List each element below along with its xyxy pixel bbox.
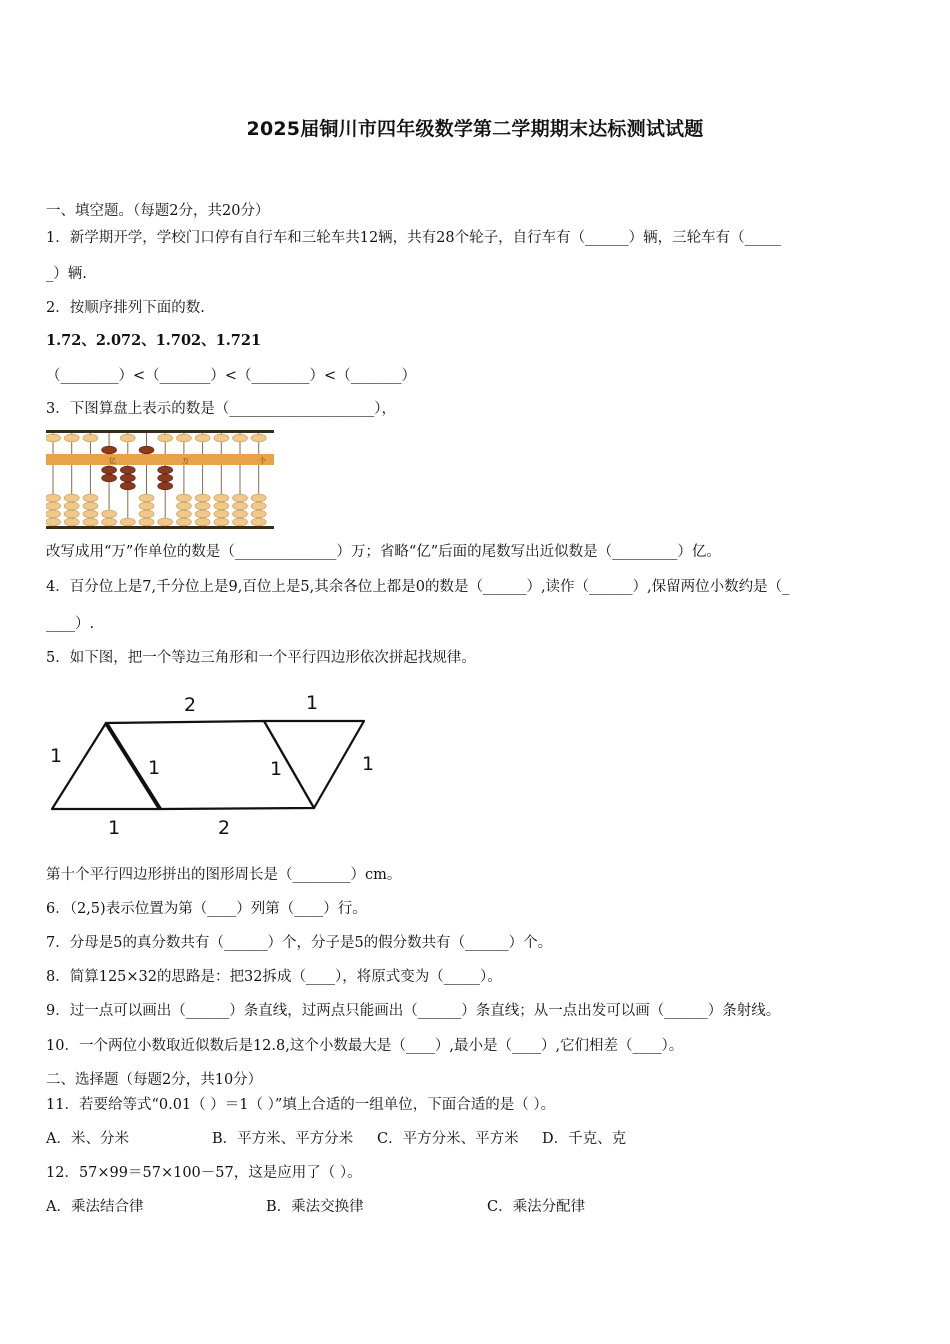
abacus-beam (46, 454, 274, 465)
abacus-lower-bead (195, 518, 210, 526)
label-top-left: 2 (184, 694, 197, 716)
abacus-lower-bead (83, 518, 98, 526)
abacus-lower-bead (120, 482, 135, 490)
abacus-upper-bead (176, 434, 191, 442)
abacus-lower-bead (64, 510, 79, 518)
abacus-lower-bead (139, 518, 154, 526)
abacus-upper-bead (158, 434, 173, 442)
q11-option-c: C．平方分米、平方米 (377, 1131, 519, 1147)
abacus-lower-bead (214, 510, 229, 518)
label-left-side: 1 (50, 745, 63, 767)
abacus-upper-bead (120, 434, 135, 442)
abacus-lower-bead (214, 494, 229, 502)
page-title: 2025届铜川市四年级数学第二学期期末达标测试试题 (246, 118, 704, 140)
abacus-lower-bead (176, 510, 191, 518)
q2-text: 2．按顺序排列下面的数. (46, 300, 205, 316)
label-diag1: 1 (148, 757, 161, 779)
abacus-lower-bead (83, 502, 98, 510)
abacus-lower-bead (214, 518, 229, 526)
label-bottom-right: 2 (218, 817, 231, 839)
abacus-bottom-frame (46, 526, 274, 529)
abacus-lower-bead (102, 510, 117, 518)
q9: 9．过一点可以画出（______）条直线，过两点只能画出（______）条直线；从一点出发可以画（______）条射线。 (46, 1003, 781, 1019)
q11-option-a: A．米、分米 (46, 1131, 129, 1147)
section1-heading: 一、填空题。（每题2分，共20分） (46, 203, 270, 219)
abacus-lower-bead (158, 518, 173, 526)
abacus-lower-bead (214, 502, 229, 510)
q11-option-d: D．千克、克 (542, 1131, 627, 1147)
abacus-lower-bead (195, 502, 210, 510)
abacus-image (46, 430, 276, 530)
abacus-upper-bead (233, 434, 248, 442)
abacus-lower-bead (120, 474, 135, 482)
label-right-side: 1 (362, 753, 375, 775)
abacus-lower-bead (176, 502, 191, 510)
abacus-lower-bead (176, 494, 191, 502)
q3-followup: 改写成用“万”作单位的数是（______________）万；省略“亿”后面的尾数写出近似数是（_________）亿。 (46, 544, 721, 560)
q10: 10．一个两位小数取近似数后是12.8,这个小数最大是（____）,最小是（____）,它们相差（____）。 (46, 1038, 684, 1054)
label-bottom-left: 1 (108, 817, 121, 839)
abacus-lower-bead (102, 518, 117, 526)
triangle-parallelogram-figure (46, 685, 386, 845)
abacus-top-frame (46, 430, 274, 433)
abacus-lower-bead (83, 494, 98, 502)
abacus-lower-bead (233, 510, 248, 518)
abacus-lower-bead (46, 502, 61, 510)
q12-option-a: A．乘法结合律 (46, 1199, 144, 1215)
q5-followup: 第十个平行四边形拼出的图形周长是（________）cm。 (46, 867, 402, 883)
abacus-upper-bead (139, 446, 154, 454)
label-diag2: 1 (270, 758, 283, 780)
abacus-lower-bead (64, 502, 79, 510)
triangle-left (52, 723, 160, 809)
q4-line1: 4．百分位上是7,千分位上是9,百位上是5,其余各位上都是0的数是（______）,读作（______）,保留两位小数约是（_ (46, 579, 790, 595)
abacus-lower-bead (251, 494, 266, 502)
q11-option-b: B．平方米、平方分米 (212, 1131, 354, 1147)
abacus-label-yi: 亿 (109, 457, 116, 465)
section2-heading: 二、选择题（每题2分，共10分） (46, 1072, 263, 1088)
abacus-upper-bead (64, 434, 79, 442)
abacus-upper-bead (83, 434, 98, 442)
abacus-upper-bead (195, 434, 210, 442)
q12-text: 12．57×99＝57×100－57，这是应用了（ ）。 (46, 1165, 362, 1181)
abacus-lower-bead (158, 474, 173, 482)
abacus-lower-bead (195, 510, 210, 518)
q1-line1: 1．新学期开学，学校门口停有自行车和三轮车共12辆，共有28个轮子，自行车有（______）辆，三轮车有（_____ (46, 230, 781, 246)
abacus-upper-bead (214, 434, 229, 442)
q12-option-b: B．乘法交换律 (266, 1199, 364, 1215)
abacus-lower-bead (251, 518, 266, 526)
abacus-lower-bead (139, 494, 154, 502)
label-top-right: 1 (306, 692, 319, 714)
abacus-lower-bead (64, 494, 79, 502)
abacus-label-ge: 个 (259, 457, 266, 465)
abacus-lower-bead (102, 474, 117, 482)
abacus-lower-bead (158, 482, 173, 490)
q2-numbers: 1.72、2.072、1.702、1.721 (46, 332, 262, 349)
abacus-lower-bead (120, 466, 135, 474)
abacus-lower-bead (158, 466, 173, 474)
q6: 6．（2,5)表示位置为第（____）列第（____）行。 (46, 901, 367, 917)
abacus-lower-bead (46, 518, 61, 526)
q7: 7．分母是5的真分数共有（______）个，分子是5的假分数共有（______）个。 (46, 935, 553, 951)
abacus-label-wan: 万 (182, 457, 189, 465)
abacus-lower-bead (83, 510, 98, 518)
abacus-lower-bead (251, 510, 266, 518)
q3-text: 3．下图算盘上表示的数是（____________________）， (46, 401, 396, 417)
abacus-upper-bead (251, 434, 266, 442)
abacus-lower-bead (120, 518, 135, 526)
q4-line2: ____）. (46, 616, 95, 632)
parallelogram (106, 721, 314, 809)
abacus-lower-bead (176, 518, 191, 526)
q12-option-c: C．乘法分配律 (487, 1199, 586, 1215)
abacus-lower-bead (139, 502, 154, 510)
abacus-upper-bead (46, 434, 61, 442)
abacus-lower-bead (233, 502, 248, 510)
abacus-lower-bead (102, 466, 117, 474)
abacus-lower-bead (251, 502, 266, 510)
abacus-lower-bead (64, 518, 79, 526)
q2-blanks: （________）<（_______）<（________）<（_______） (46, 368, 416, 384)
abacus-lower-bead (46, 494, 61, 502)
q5-text: 5．如下图，把一个等边三角形和一个平行四边形依次拼起找规律。 (46, 650, 476, 666)
abacus-upper-bead (102, 446, 117, 454)
abacus-lower-bead (195, 494, 210, 502)
q11-text: 11．若要给等式“0.01（ ）＝1（ ）”填上合适的一组单位，下面合适的是（ ）。 (46, 1097, 556, 1113)
abacus-lower-bead (46, 510, 61, 518)
abacus-lower-bead (233, 518, 248, 526)
abacus-lower-bead (233, 494, 248, 502)
q1-line2: _）辆. (46, 266, 87, 282)
q8: 8．简算125×32的思路是：把32拆成（____），将原式变为（_____）。 (46, 969, 502, 985)
abacus-lower-bead (139, 510, 154, 518)
